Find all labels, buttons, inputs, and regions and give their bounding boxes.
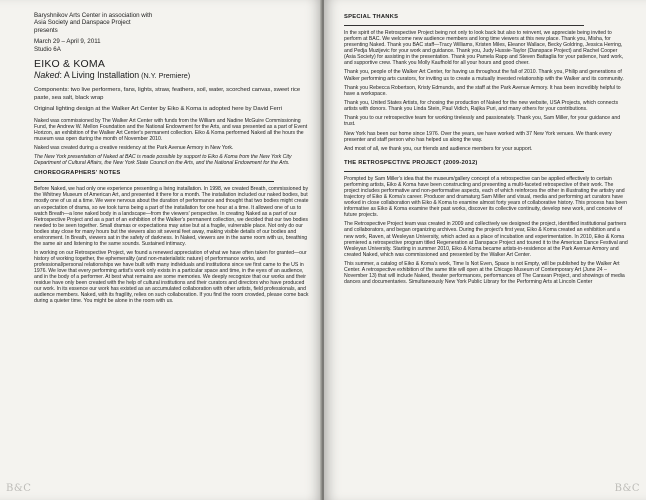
- thanks-paragraph-3: Thank you Rebecca Robertson, Kristy Edmunds, and the staff at the Park Avenue Armory. It has been incredibly helpful to have a workspace.: [344, 84, 621, 97]
- presenter-line: presents: [34, 26, 58, 34]
- armory-paragraph: Naked was created during a creative residency at the Park Avenue Armory in New York.: [34, 145, 234, 152]
- special-thanks-heading: SPECIAL THANKS: [344, 14, 399, 20]
- presenter-line: Asia Society and Danspace Project: [34, 19, 131, 27]
- heading-divider: [344, 25, 584, 26]
- thanks-paragraph-7: And most of all, we thank you, our friends and audience members for your support.: [344, 145, 533, 152]
- support-paragraph: The New York presentation of Naked at BAC is made possible by support to Eiko & Koma from the New York City Department of Cultural Affairs, the New York State Council on the Arts, and the National Endowment for the Arts.: [34, 154, 292, 167]
- thanks-paragraph-5: Thank you to our retrospective team for working tirelessly and passionately. Thank you, Sam Miller, for your guidance and trust.: [344, 115, 621, 128]
- thanks-paragraph-6: New York has been our home since 1976. Over the years, we have worked with 37 New York venues. We thank every presenter and staff person who has helped us along the way.: [344, 130, 612, 143]
- presenter-line: Baryshnikov Arts Center in association with: [34, 12, 153, 19]
- heading-divider: [344, 171, 584, 172]
- bac-logo-left: B&C: [6, 483, 32, 494]
- retro-paragraph-1: Prompted by Sam Miller's idea that the museum/gallery concept of a retrospective can be applied effectively to certain performing artists, Eiko & Koma have been constructing and presenting a multi-faceted retrospective of their work. The project includes performative and non-performative aspects, each of which reinforces the other in illustrating the artistry and trajectory of Eiko & Koma's career. Producer and dramaturg Sam Miller and visual, media and performing art curators have worked in close collaboration with Eiko & Koma to examine almost forty years of collaborative history. This process has been informative as Eiko & Koma examine their past works, discover its collective continuity, develop new work, and conceive of future projects.: [344, 175, 627, 219]
- components-paragraph: Components: two live performers, fans, lights, straw, feathers, soil, water, scorched canvas, sweet rice paste, sea salt, black wrap: [34, 87, 301, 101]
- thanks-paragraph-1: In the spirit of the Retrospective Project being not only to look back but also to reinvent, we appreciate being invited to perform at BAC. We welcome new audience members and long time viewers at this new place. Thank you, Misha, for presenting Naked. Thank you BAC staff—Tracy Williams, Kristen Miles, Eleanor Wallace, Becky Goldring, Jessica Herring, and Pedja Muzijevic for your work and guidance. Thank you, Judy Hussie-Taylor (Danspace Project) and Rachel Cooper (Asia Society) for assisting in the presentation. Thank you Pamela Rapp and Steven Battaglia for your patience, hard work, and supportive crew. Thank you Molly Kaufhold for all your hours and good cheer.: [344, 30, 624, 67]
- notes-paragraph-1: Before Naked, we had only one experience presenting a living installation. In 1998, we created Breath, commissioned by the Whitney Museum of American Art, and presented it there for a month. The installation included our naked bodies, but mostly one of us at a time. We were nervous about the duration of performance and thought that two bodies might create an expectation of drama, so we took turns being a part of the installation for one hour at a time. It allowed one of us to watch Breath—a lone naked body in a landscape—from the viewers' perspective. In creating Naked as a part of our Retrospective Project and as a part of an exhibition of the Walker's permanent collection, we decided that our two bodies needed to be seen together. Small dramas or expectations may arise but at a fragile, vulnerable place. Not only do our bodies stay close for many hours but the viewers also sit several feet away, making visible details of our bodies and environment. In Breath, viewers sat in the safety of darkness. In Naked, viewers are in the same room with us, breathing the same air and listening to the same sounds. Sustained intimacy.: [34, 186, 309, 247]
- work-title: [34, 70, 312, 81]
- retro-paragraph-2: The Retrospective Project team was created in 2009 and collectively we designed the project, identified institutional partners and collaborators, and began organizing archives. During the project's first year, Eiko & Koma created an exhibition and a new work, Raven, at Wesleyan University, which acted as a place of incubation and experimentation. In 2010, Eiko & Koma premiered a retrospective program titled Regeneration at Danspace Project and toured it to the American Dance Festival and Wesleyan University. Starting in summer 2010, Eiko & Koma became artists-in-residence at the Park Avenue Armory and created Naked, which was commissioned and presented by the Walker Art Center.: [344, 221, 628, 258]
- work-title-italic: Naked: [34, 70, 60, 81]
- heading-divider: [34, 181, 274, 182]
- dates-block: [34, 38, 312, 53]
- notes-paragraph-2: In working on our Retrospective Project, we found a renewed appreciation of what we have often taken for granted—our history of working together, the ephemerality (and non-materialistic nature) of performance works, and professional/personal relationships we have built with many individuals and institutions since we first came to the US in 1976. We love that every performing artist's work only exists in a particular space and time, in the eyes of an audience, and in the body of a performer. At best what remains are some memories. We deeply recognize that our works and their residue have only been created with the help of cultural institutions and their curators and directors who have produced our work. In its essence our work has existed as an accumulated collaboration with other artists, field professionals, and audience members. Naked, with its fragility, relies on such collaboration. If you find the room crowded, please come back during a quieter time. You might be alone in the room with us.: [34, 250, 309, 305]
- thanks-paragraph-4: Thank you, United States Artists, for chosing the production of Naked for the new website, USA Projects, which connects artists with donors. Thank you Linda Stein, Paul Vidich, Rajika Puri, and many others for your contributions.: [344, 100, 619, 113]
- choreographers-notes-heading: CHOREOGRAPHERS' NOTES: [34, 170, 121, 177]
- retro-paragraph-3: This summer, a catalog of Eiko & Koma's work, Time Is Not Even, Space is not Empty, will be published by the Walker Art Center. A retrospective exhibition of the same title will open at the Chicago Museum of Contemporary Art (June 24 – November 13) that will include Naked, theater performances, performances of The Caravan Project, and showings of media dances and documentaries. Simultaneously New York Public Library for the Performing Arts at Lincoln Center: [344, 260, 625, 286]
- thanks-paragraph-2: Thank you, people of the Walker Art Center, for having us throughout the fall of 2010. Thank you, Philip and generations of Walker performing arts curators, for inviting us to create a mutually invested relationship with the Walker and its community.: [344, 69, 624, 82]
- commission-paragraph: Naked was commissioned by The Walker Art Center with funds from the William and Nadine McGuire Commissioning Fund, the Andrew W. Mellon Foundation and the National Endowment for the Arts, and was presented as a part of Event Horizon, an exhibition of the Walker Art Center's permanent collection. Eiko & Koma performed Naked all the hours the museum was open during the month of November 2010.: [34, 117, 308, 142]
- right-page: [324, 0, 646, 500]
- left-page: [0, 0, 322, 500]
- bac-logo-right: B&C: [614, 483, 640, 494]
- premiere-tag: (N.Y. Premiere): [139, 71, 191, 81]
- venue-studio: Studio 6A: [34, 45, 61, 53]
- presenter-block: [34, 12, 312, 34]
- lighting-paragraph: Original lighting design at the Walker Art Center by Eiko & Koma is adopted here by David Ferri: [34, 105, 282, 112]
- performer-title: EIKO & KOMA: [34, 58, 106, 71]
- retrospective-heading: THE RETROSPECTIVE PROJECT (2009-2012): [344, 159, 478, 166]
- performance-dates: March 29 – April 9, 2011: [34, 38, 101, 46]
- work-title-rest: : A Living Installation: [59, 70, 140, 81]
